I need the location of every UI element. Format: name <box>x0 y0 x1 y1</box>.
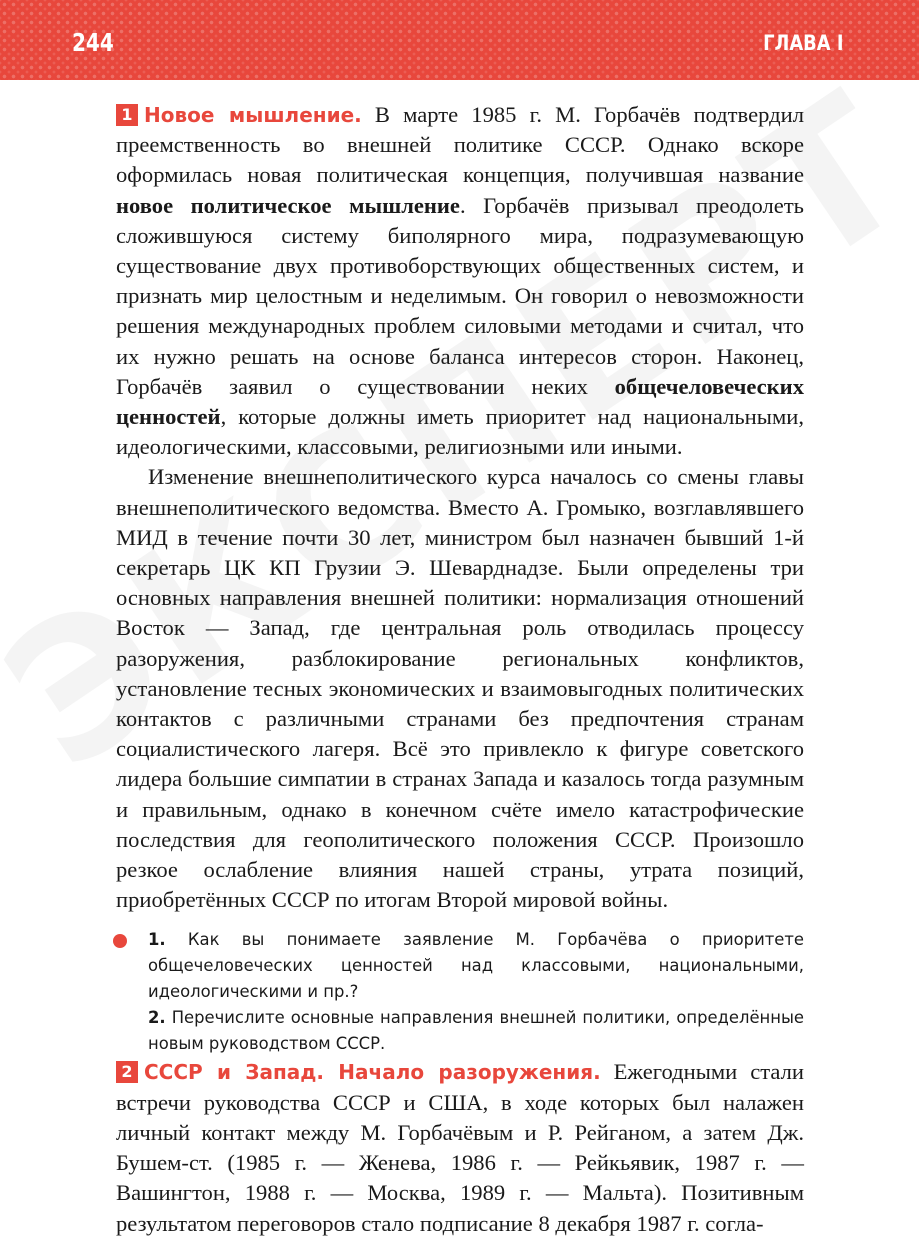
page-number: 244 <box>72 28 114 57</box>
chapter-label: ГЛАВА I <box>762 31 843 55</box>
section-title: СССР и Запад. Начало разоружения. <box>144 1060 601 1085</box>
section-title: Новое мышление. <box>144 103 362 127</box>
question-number: 2. <box>148 1008 166 1028</box>
key-term: новое политическое мышление <box>116 192 460 218</box>
section-1-paragraph-1 <box>116 100 804 462</box>
text-run: В марте 1985 г. М. Горбачёв подтвердил преемственность во внешней политике СССР. Однако вскоре оформилась новая политическая концепция, получившая название <box>116 102 804 188</box>
questions-block <box>116 927 804 1057</box>
question-text: Перечислите основные направления внешней политики, определённые новым руководством СССР. <box>148 1008 804 1054</box>
section-2-paragraph-1 <box>116 1057 804 1238</box>
question-item <box>148 1005 804 1057</box>
page-content <box>116 100 804 1239</box>
text-run: Ежегодными стали встречи руководства СССР и США, в ходе которых был налажен личный контакт между М. Горбачёвым и Р. Рейганом, а затем Дж. Бушем-ст. (1985 г. — Женева, 1986 г. — Рейкьявик, 1987 г. — Вашингтон, 1988 г. — Москва, 1989 г. — Мальта). Позитивным результатом переговоров стало подписание 8 декабря 1987 г. согла- <box>116 1059 804 1236</box>
section-1-paragraph-2: Изменение внешнеполитического курса началось со смены главы внешнеполитического ведомства. Вместо А. Громыко, возглавлявшего МИД в течение почти 30 лет, министром был назначен бывший 1-й секретарь ЦК КП Грузии Э. Шеварднадзе. Были определены три основных направления внешней политики: нормализация отношений Восток — Запад, где центральная роль отводилась процессу разоружения, разблокирование региональных конфликтов, установление тесных экономических и взаимовыгодных политических контактов с различными странами без предпочтения странам социалистического лагеря. Всё это привлекло к фигуре советского лидера большие симпатии в странах Запада и казалось тогда разумным и правильным, однако в конечном счёте имело катастрофические последствия для геополитического положения СССР. Произошло резкое ослабление влияния нашей страны, утрата позиций, приобретённых СССР по итогам Второй мировой войны. <box>116 464 804 913</box>
bullet-icon <box>113 934 127 948</box>
text-run: . Горбачёв призывал преодолеть сложившуюся систему биполярного мира, подразумевающую существование двух противоборствующих общественных систем, и признать мир целостным и неделимым. Он говорил о невозможности решения международных проблем силовыми методами и считал, что их нужно решать на основе баланса интересов сторон. Наконец, Горбачёв заявил о существовании неких <box>116 192 804 399</box>
key-term: общечеловеческих ценностей <box>116 373 804 430</box>
section-number-badge: 2 <box>116 1061 138 1083</box>
question-number: 1. <box>148 930 166 950</box>
question-text: Как вы понимаете заявление М. Горбачёва о приоритете общечеловеческих ценностей над классовыми, национальными, идеологическими и пр.? <box>148 930 804 1002</box>
question-item <box>148 927 804 1005</box>
text-run: , которые должны иметь приоритет над национальными, идеологическими, классовыми, религиозными или иными. <box>116 404 804 460</box>
page-header-band <box>0 0 919 80</box>
section-number-badge: 1 <box>116 104 138 126</box>
